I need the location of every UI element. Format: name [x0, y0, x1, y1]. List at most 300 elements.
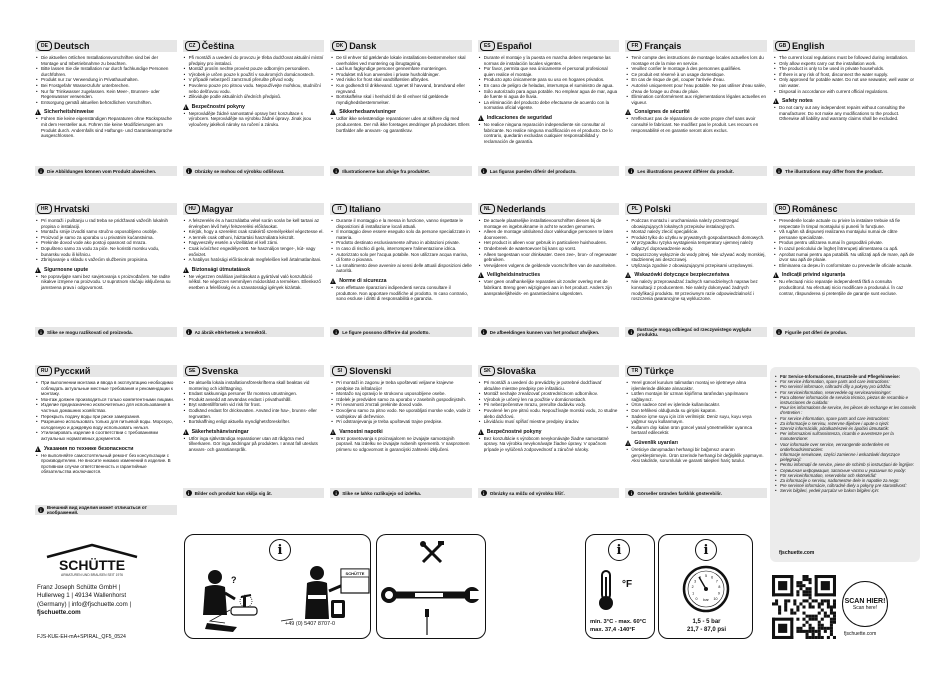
temp-range-c: min. 3°C - max. 60°C: [590, 619, 647, 625]
bullet-item: • Dopuszczony wyłącznie do wody pitnej. Nie używać wody morskiej, studziennej ani deszczowej.: [631, 252, 767, 263]
qr-module: [790, 609, 793, 612]
qr-module: [772, 575, 775, 596]
info-icon: i: [333, 329, 339, 335]
qr-module: [815, 575, 818, 596]
language-title: Italiano: [349, 203, 381, 214]
qr-module: [793, 612, 796, 615]
bullet-item: • Утилизировать изделие в соответствии с требованиями актуальных нормативных документов.: [41, 430, 177, 441]
bullet-item: • W przypadku ryzyka wystąpienia temperatury ujemnej należy odłączyć doprowadzenie wody.: [631, 240, 767, 251]
qr-module: [772, 618, 793, 621]
section-hr: [32, 203, 180, 333]
bullet-list: [625, 55, 767, 105]
box-label: SCHÜTTE: [345, 571, 365, 576]
safety-list: [330, 116, 472, 133]
qr-module: [821, 618, 824, 621]
qr-module: [824, 599, 827, 602]
qr-module: [806, 590, 809, 593]
website-url[interactable]: fjschuette.com: [779, 550, 815, 556]
bullet-item: • Prodotto destinato esclusivamente all'uso in abitazioni private.: [336, 240, 472, 246]
qr-module: [802, 605, 805, 608]
section-pl: [622, 203, 770, 333]
bullet-item: • Povoleno pouze pro pitnou vodu. Nepoužívejte mořskou, studniční nebo dešťovou vodu.: [189, 83, 325, 94]
bullet-item: • Aprobat numai pentru apa potabilă. Nu utilizați apă de mare, apă de izvor sau apă de ploaie.: [779, 252, 915, 263]
bullet-item: • Vă rugăm să dispuneți realizarea montajului numai de către persoane specializate.: [779, 229, 915, 240]
qr-module: [806, 630, 809, 633]
qr-module: [806, 593, 809, 596]
qr-module: [833, 602, 836, 605]
bullet-item: • Ne végezzen önállóan javításokat a gyártóval való konzultáció nélkül. Ne végezzen semmilyen módosítást a terméken. Ellenkező esetben a felelősség és a szavatossági igények kizártak.: [189, 274, 325, 291]
bullet-item: • No realice ninguna reparación independiente sin consultar al fabricante. No realice ninguna modificación en el producto. De lo contrario, quedarán excluidas cualquier responsabilidad y reclamación de garantía.: [484, 122, 620, 144]
section-header: [625, 40, 767, 52]
service-info-item: • For service information, spare parts and care instructions:: [780, 379, 920, 384]
section-header: [478, 40, 620, 52]
bullet-item: • La eliminación del producto debe efectuarse de acuerdo con la normativa oficial vigente.: [484, 100, 620, 111]
qr-module: [802, 624, 805, 627]
qr-module: [772, 618, 775, 639]
qr-module: [815, 615, 818, 618]
service-info-item: • For service information, spare parts and care instructions:: [780, 416, 920, 421]
section-header: [625, 203, 767, 215]
bullet-item: • Dovoljeno samo za pitno vodo. Ne uporabljati morske vode, vode iz vodnjakov ali deževnice.: [336, 408, 472, 419]
bullet-item: • Pri montaži i puštanju u rad treba se pridržavati važećih lokalnih propisa o instalaciji.: [41, 218, 177, 229]
qr-module: [812, 627, 815, 630]
info-icon: i: [481, 490, 487, 496]
footer-note: i The illustrations may differ from the product.: [773, 166, 915, 176]
footer-note: i Les illustrations peuvent différer du produit.: [625, 166, 767, 176]
bullet-item: • De til enhver tid gældende lokale installations-bestemmelser skal overholdes ved montering og ibrugtagning.: [336, 55, 472, 66]
qr-module: [793, 602, 796, 605]
footer-note: i Az ábrák eltérhetnek a terméktől.: [183, 327, 325, 337]
qr-module: [799, 630, 802, 633]
bullet-item: • Prekinite dovod vode ako postoji opasnost od mraza.: [41, 240, 177, 246]
bullet-item: • Montáž prosím nechte provést pouze odborným personálem.: [189, 66, 325, 72]
warning-icon: [625, 109, 631, 115]
warning-icon: [625, 272, 631, 278]
wrench-screwdriver-icon: [420, 541, 444, 562]
section-ro: [770, 203, 918, 333]
qr-module: [772, 575, 793, 578]
bullet-list: [330, 218, 472, 274]
safety-list: [35, 453, 177, 475]
qr-module: [821, 581, 830, 590]
warning-icon: [478, 115, 484, 121]
qr-module: [796, 581, 799, 584]
gauge-tick-label: 9: [717, 591, 720, 596]
gauge-tick-label: 7: [715, 579, 718, 584]
section-header: [330, 365, 472, 377]
warning-icon: [183, 267, 189, 273]
warning-icon: [478, 429, 484, 435]
safety-title: ! Consignes de sécurité: [625, 109, 767, 115]
qr-module: [818, 636, 821, 639]
scan-line-1: SCAN HIER!: [844, 597, 886, 605]
bullet-item: • Prevederile locale actuale cu privire la instalare trebuie să fie respectate în timpul montajului și punerii în funcțiune.: [779, 218, 915, 229]
gauge-tick-label: 0: [695, 596, 698, 601]
qr-module: [833, 615, 836, 618]
footer-note: i Ilustracje mogą odbiegać od rzeczywistego wyglądu produktu.: [625, 327, 767, 337]
safety-title: ! Indicații privind siguranța: [773, 272, 915, 278]
bullet-list: [773, 218, 915, 268]
bullet-list: [478, 55, 620, 111]
gauge-tick-label: 3: [694, 579, 697, 584]
qr-module: [809, 602, 812, 605]
warning-icon: [330, 109, 336, 115]
bullet-item: • Produs pentru utilizarea numai în gospodării private.: [779, 240, 915, 246]
gauge-unit: bar: [703, 597, 709, 602]
bullet-item: • The product is only to be used in private households.: [779, 66, 915, 72]
phone-number[interactable]: +49 (0) 5407 8707-0: [285, 621, 335, 627]
footer-note: i Die Abbildungen können vom Produkt abweichen.: [35, 166, 177, 176]
qr-module: [827, 602, 830, 605]
section-header: [183, 203, 325, 215]
section-header: [35, 203, 177, 215]
service-info-item: • Za informacije o servisu, nadomestne dele in napotke za nego:: [780, 478, 920, 483]
qr-module: [787, 599, 790, 602]
qr-module: [821, 636, 824, 639]
qr-module: [818, 633, 821, 636]
bullet-item: • Montáž nechajte zrealizovať prostredníctvom odborníkov.: [484, 391, 620, 397]
bullet-item: • Izdelek je predviden samo za uporabo v zasebnih gospodinjstvih.: [336, 397, 472, 403]
info-icon: i: [186, 168, 192, 174]
qr-section: [772, 575, 922, 645]
bullet-list: [773, 55, 915, 94]
qr-module: [830, 621, 833, 624]
language-title: Românesc: [791, 203, 838, 214]
tools-panel: [376, 534, 486, 639]
gauge-tick-label: 5: [705, 573, 707, 578]
bullet-item: • Verwijderen volgens de geldende voorschriften van de autoriteiten.: [484, 263, 620, 269]
qr-module: [809, 615, 812, 618]
bullet-item: • Durante el montaje y la puesta en marcha deben respetarse las normas de instalación locales vigentes.: [484, 55, 620, 66]
bullet-item: • If there is any risk of frost, disconnect the water supply.: [779, 72, 915, 78]
section-fr: [622, 40, 770, 170]
section-it: [327, 203, 475, 333]
bullet-list: [35, 218, 177, 263]
bullet-item: • Utylizacja zgodnie z obowiązującymi przepisami urzędowymi.: [631, 263, 767, 269]
qr-module: [809, 618, 812, 621]
warning-icon: [773, 272, 779, 278]
qr-module: [815, 599, 818, 602]
qr-module: [833, 599, 836, 602]
bullet-item: • Produkt nur zur Verwendung in Privathaushalten.: [41, 77, 177, 83]
scan-bubble[interactable]: [842, 581, 888, 627]
qr-module: [824, 612, 827, 615]
bullet-item: • De actuele plaatselijke installatievoorschriften dienen bij de montage en ingebruikname in acht te worden genomen.: [484, 218, 620, 229]
footer-note: i Obrázky se mohou od výrobku odlišovat.: [183, 166, 325, 176]
safety-title: ! Indicaciones de seguridad: [478, 115, 620, 121]
qr-module: [827, 605, 830, 608]
info-icon: i: [695, 539, 717, 561]
safety-list: [478, 279, 620, 296]
qr-module: [802, 575, 805, 578]
service-info-box: [770, 367, 920, 562]
bullet-item: • Bitte lassen Sie die Installation nur durch fachkundige Personen durchführen.: [41, 66, 177, 77]
info-icon: i: [333, 168, 339, 174]
language-title: English: [791, 40, 825, 51]
section-header: [625, 365, 767, 377]
language-title: Deutsch: [54, 40, 90, 51]
document-id: FJS-KUE-EH-mA+SPIRAL_QF5_0524: [37, 634, 126, 640]
safety-list: [330, 436, 472, 453]
safety-list: [478, 436, 620, 453]
bullet-item: • Do not carry out any independent repairs without consulting the manufacturer. Do not make any modifications to the product. Otherwise all liability and warranty claims shall be excluded.: [779, 105, 915, 122]
language-title: Slovaška: [496, 365, 536, 376]
warning-icon: [183, 429, 189, 435]
service-info-item: • Per informazioni sull'assistenza, ricambi e avvertenze per la manutenzione:: [780, 431, 920, 441]
country-code-badge: DE: [37, 41, 52, 51]
bullet-item: • Neprovádějte žádné samostatné opravy bez konzultace s výrobcem. Neprovádějte na výrobku žádné úpravy. Jinak jsou vyloučeny jakékoli nároky na ručení a záruku.: [189, 111, 325, 128]
qr-module: [806, 621, 809, 624]
bullet-list: [478, 218, 620, 268]
qr-module: [809, 590, 812, 593]
temperature-panel: [585, 534, 655, 639]
qr-module: [793, 599, 796, 602]
bullet-item: • Produkt avsedd att användas endast i privathushåll.: [189, 397, 325, 403]
safety-title: ! Safety notes: [773, 98, 915, 104]
qr-module: [812, 605, 815, 608]
qr-module: [796, 590, 799, 593]
gauge-tick-label: 1: [692, 591, 695, 596]
qr-module: [833, 618, 836, 621]
bullet-item: • Lo smaltimento deve avvenire ai sensi delle attuali disposizioni delle autorità.: [336, 263, 472, 274]
bullet-item: • De aktuella lokala installationsföreskrifterna skall beaktas vid montering och idrifttagning.: [189, 380, 325, 391]
qr-module: [815, 636, 818, 639]
bullet-list: [625, 380, 767, 436]
bullet-item: • Ved risiko for frost skal vandtilførslen afbrydes.: [336, 77, 472, 83]
bullet-item: • Autorisé uniquement pour l'eau potable. Ne pas utiliser d'eau salée, d'eau de forage ou d'eau de pluie.: [631, 83, 767, 94]
qr-module: [812, 633, 815, 636]
info-icon: i: [481, 329, 487, 335]
safety-title: ! Veiligheidsinstructies: [478, 272, 620, 278]
safety-title: ! Güvenlik uyarıları: [625, 440, 767, 446]
qr-module: [827, 636, 830, 639]
service-info-item: • Für Service-Informationen, Ersatzteile und Pflegehinweise:: [780, 374, 920, 379]
company-address: Franz Joseph Schütte GmbH | Hullerweg 1 | 49134 Wallenhorst (Germany) | info@fjschuette.com | fjschuette.com: [37, 584, 132, 616]
qr-module: [824, 615, 827, 618]
bullet-item: • Likvidáciu musí spĺňať miestne predpisy úradov.: [484, 419, 620, 425]
bullet-list: [478, 380, 620, 425]
bullet-item: • Lad kun fagkyndige personer gennemføre monteringen.: [336, 66, 472, 72]
bullet-item: • Nu efectuați nicio reparație independentă fără a consulta producătorul. Nu efectuați nicio modificare a produsului. În caz contrar, răspunderea și pretențiile de garanție sunt excluse.: [779, 279, 915, 296]
bullet-item: • Pri montaži in zagonu je treba upoštevati veljavne krajevne predpise za inštalacijo!: [336, 380, 472, 391]
gauge-tick-label: 2: [691, 585, 694, 590]
qr-module: [821, 599, 824, 602]
service-info-item: • Pentru informații de service, piese de schimb și instrucțiuni de îngrijire:: [780, 462, 920, 467]
qr-module: [775, 599, 778, 602]
bullet-item: • Zbrinjavanje u skladu s važećim službenim propisima.: [41, 257, 177, 263]
qr-module: [830, 612, 833, 615]
safety-list: [183, 274, 325, 291]
bullet-item: • Montažu smije izvoditi samo stručno osposobljeno osoblje.: [41, 229, 177, 235]
qr-module: [790, 612, 793, 615]
qr-module: [821, 627, 824, 630]
qr-module: [830, 624, 833, 627]
bullet-item: • Výrobok je určený len na použitie v domácnostiach.: [484, 397, 620, 403]
temp-range-f: max. 37,4 -140°F: [590, 627, 636, 633]
info-icon: i: [628, 168, 634, 174]
qr-module: [815, 575, 836, 578]
qr-module: [833, 636, 836, 639]
bullet-item: • Sadece içme suyu için izin verilmiştir. Deniz suyu, kuyu veya yağmur suyu kullanmayın.: [631, 414, 767, 425]
service-info-item: • Para obtener información de servicio técnico, piezas de recambio e instrucciones de cuidado:: [780, 395, 920, 405]
language-title: Magyar: [201, 203, 234, 214]
service-info-item: • Pour les informations de service, les pièces de rechange et les conseils d'entretien :: [780, 405, 920, 415]
bullet-item: • Entsorgung gemäß aktuellen behördlichen Vorschriften.: [41, 100, 177, 106]
info-icon: i: [269, 539, 291, 561]
brand-name: SCHÜTTE: [58, 557, 126, 573]
bullet-item: • Při montáži a uvedení do provozu je třeba dodržovat aktuální místní předpisy pro instalaci.: [189, 55, 325, 66]
gauge-tick-label: 10: [713, 596, 718, 601]
qr-module: [778, 624, 787, 633]
qr-module: [772, 593, 793, 596]
section-header: [330, 40, 472, 52]
qr-module: [809, 587, 812, 590]
bullet-item: • Bryt vattentillförseln vid risk för frost.: [189, 402, 325, 408]
gauge-tick-label: 8: [718, 585, 721, 590]
bullet-item: • In caso di rischio di gelo, interrompere l'alimentazione idrica.: [336, 246, 472, 252]
qr-code[interactable]: [772, 575, 836, 639]
qr-module: [790, 618, 793, 639]
pressure-panel: [658, 534, 753, 639]
qr-module: [809, 581, 812, 584]
qr-module: [796, 609, 799, 612]
safety-title: ! Bezpečnostné pokyny: [478, 429, 620, 435]
qr-module: [806, 587, 809, 590]
country-code-badge: HU: [185, 204, 200, 214]
qr-module: [830, 627, 833, 630]
temp-unit: °F: [622, 579, 633, 590]
qr-module: [818, 630, 821, 633]
pressure-range-psi: 21,7 - 87,0 psi: [686, 627, 727, 633]
section-gb: [770, 40, 918, 170]
language-title: Español: [496, 40, 532, 51]
pressure-gauge-icon: [659, 563, 754, 623]
qr-module: [790, 575, 793, 596]
bullet-item: • Yerel güncel kurulum talimatları montaj ve işletmeye alma işlemlerinde dikkate alınacaktır.: [631, 380, 767, 391]
language-title: Polski: [644, 203, 671, 214]
qr-module: [802, 590, 805, 593]
bullet-item: • Führen Sie keine eigenständigen Reparaturen ohne Rücksprache mit dem Hersteller aus. Führen Sie keine Modifizierungen am Produkt durch. Andernfalls sind Haftungs- und Garantieansprüche ausgeschlossen.: [41, 116, 177, 138]
safety-list: [773, 105, 915, 122]
qr-module: [784, 609, 787, 612]
country-code-badge: GB: [775, 41, 790, 51]
section-es: [475, 40, 623, 170]
service-info-item: • Informacje serwisowe, części zamienne i wskazówki dotyczące pielęgnacji:: [780, 452, 920, 462]
brand-tagline: ARMATUREN UND BRAUSEN SEIT 1976: [61, 573, 123, 577]
bullet-item: • Alleen de montage uitsluitend door vakkundige personen te laten doorvoeren.: [484, 229, 620, 240]
safety-list: [330, 285, 472, 302]
info-icon: i: [38, 329, 44, 335]
qr-module: [799, 587, 802, 590]
qr-module: [799, 584, 802, 587]
qr-module: [830, 609, 833, 612]
warning-icon: [35, 267, 41, 273]
bullet-item: • Pri odstranjevanju je treba upoštevati trajne predpise.: [336, 419, 472, 425]
qr-module: [772, 636, 793, 639]
bullet-item: • Не выполняйте самостоятельный ремонт без консультации с производителем. Не вносите никаких изменений в изделие. В противном случае ответственность и гарантийные обязательства исключаются.: [41, 453, 177, 475]
footer-note: i Bilder och produkt kan skilja sig åt.: [183, 488, 325, 498]
safety-list: [183, 111, 325, 128]
qr-module: [815, 618, 818, 621]
qr-module: [802, 630, 805, 633]
qr-module: [802, 593, 805, 596]
bullet-item: • Pri nevarnosti zmrzali prekinite dovod vode.: [336, 402, 472, 408]
footer-note: i De afbeeldingen kunnen van het product afwijken.: [478, 327, 620, 337]
bullet-item: • Only allow experts carry out the installation work.: [779, 61, 915, 67]
qr-url[interactable]: fjschuette.com: [844, 631, 877, 637]
qr-module: [830, 618, 833, 621]
bullet-item: • Bez konzultácie s výrobcom nevykonávajte žiadne samostatné opravy. Na výrobku nevykonávajte žiadne úpravy. V opačnom prípade je vylúčená zodpovednosť a záručné nároky.: [484, 436, 620, 453]
qr-module: [824, 630, 827, 633]
screwdriver-icon: [425, 609, 429, 635]
bullet-item: • Výrobek je určen pouze k použití v soukromých domácnostech.: [189, 72, 325, 78]
bullet-list: [183, 380, 325, 425]
bullet-item: • Podczas montażu i uruchamiania należy przestrzegać obowiązujących lokalnych przepisów instalacyjnych.: [631, 218, 767, 229]
warning-icon: [330, 429, 336, 435]
qr-module: [802, 578, 805, 581]
bullet-item: • Producto apto únicamente para su uso en hogares privados.: [484, 77, 620, 83]
info-icon: i: [776, 329, 782, 335]
bullet-item: • Kullanım dışı kalan ürün güncel yasal yönetmelikler uyarınca bertaraf edilecektir.: [631, 425, 767, 436]
qr-module: [806, 578, 809, 581]
bullet-item: • Non effettuare riparazioni indipendenti senza consultare il produttore. Non apportare modifiche al prodotto. In caso contrario, sono escluse i diritti di responsabilità e garanzia.: [336, 285, 472, 302]
bullet-item: • În cazul pericolului de îngheț întrerupeți alimentarea cu apă.: [779, 246, 915, 252]
bullet-item: • Kun godkendt til drikkevand. Ugenet til havvand, brøndvand eller regnvand.: [336, 83, 472, 94]
footer-note: i Obrázky sa môžu od výrobku líšiť.: [478, 488, 620, 498]
section-nl: [475, 203, 623, 333]
qr-module: [821, 624, 824, 627]
warning-icon: [183, 104, 189, 110]
bullet-item: • Proizvod je samo za uporabu u u privatnim kućanstvima.: [41, 235, 177, 241]
warning-icon: [478, 272, 484, 278]
bullet-item: • Tenir compte des instructions de montage locales actuelles lors du montage et de la mise en service.: [631, 55, 767, 66]
qr-module: [784, 602, 787, 605]
bullet-item: • Montažo naj opravijo le strokovno usposobljene osebe.: [336, 391, 472, 397]
bullet-item: • Alleen toegestaan voor drinkwater. Geen zee-, bron- of regenwater gebruiken.: [484, 252, 620, 263]
bullet-item: • Ce produit est réservé à un usage domestique.: [631, 72, 767, 78]
service-info-item: • Pre servisné informácie, náhradné diely a pokyny pre starostlivosť:: [780, 483, 920, 488]
qr-module: [806, 575, 809, 578]
bullet-item: • En cas de risque de gel, couper l'arrivée d'eau.: [631, 77, 767, 83]
section-dk: [327, 40, 475, 170]
qr-module: [806, 615, 809, 618]
qr-module: [796, 627, 799, 630]
bullet-item: • Durante il montaggio e la messa in funzione, vanno rispettate le disposizioni di installazione locali attuali.: [336, 218, 472, 229]
country-code-badge: TR: [627, 366, 642, 376]
qr-module: [809, 605, 812, 608]
qr-module: [818, 602, 821, 605]
info-icon: i: [628, 329, 634, 335]
bullet-item: • Endast sakkunniga personer får montera utrustningen.: [189, 391, 325, 397]
gauge-tick-label: 6: [711, 575, 714, 580]
bullet-list: [35, 380, 177, 442]
country-code-badge: DK: [332, 41, 347, 51]
service-info-list: [780, 374, 920, 494]
info-icon: i: [38, 507, 44, 513]
info-icon: i: [186, 490, 192, 496]
qr-module: [815, 630, 818, 633]
safety-title: ! Указания по технике безопасности: [35, 446, 177, 452]
wrench-icon: [381, 587, 480, 603]
bullet-item: • Zlikvidujte podle aktuálních úředních předpisů.: [189, 94, 325, 100]
bullet-item: • Dopušteno samo za vodu za piće. Ne koristiti morsku vodu, bunarsku vodu ili kišnicu.: [41, 246, 177, 257]
country-code-badge: SE: [185, 366, 200, 376]
bullet-item: • Brez posvetovanja s proizvajalcem ne izvajajte samostojnih popravil. Na izdelku ne izvajajte nobenih sprememb. V nasprotnem primeru so odgovornost in garancijski zahtevki izključeni.: [336, 436, 472, 453]
qr-module: [833, 621, 836, 624]
safety-list: [625, 279, 767, 301]
qr-module: [833, 575, 836, 596]
qr-module: [824, 627, 827, 630]
